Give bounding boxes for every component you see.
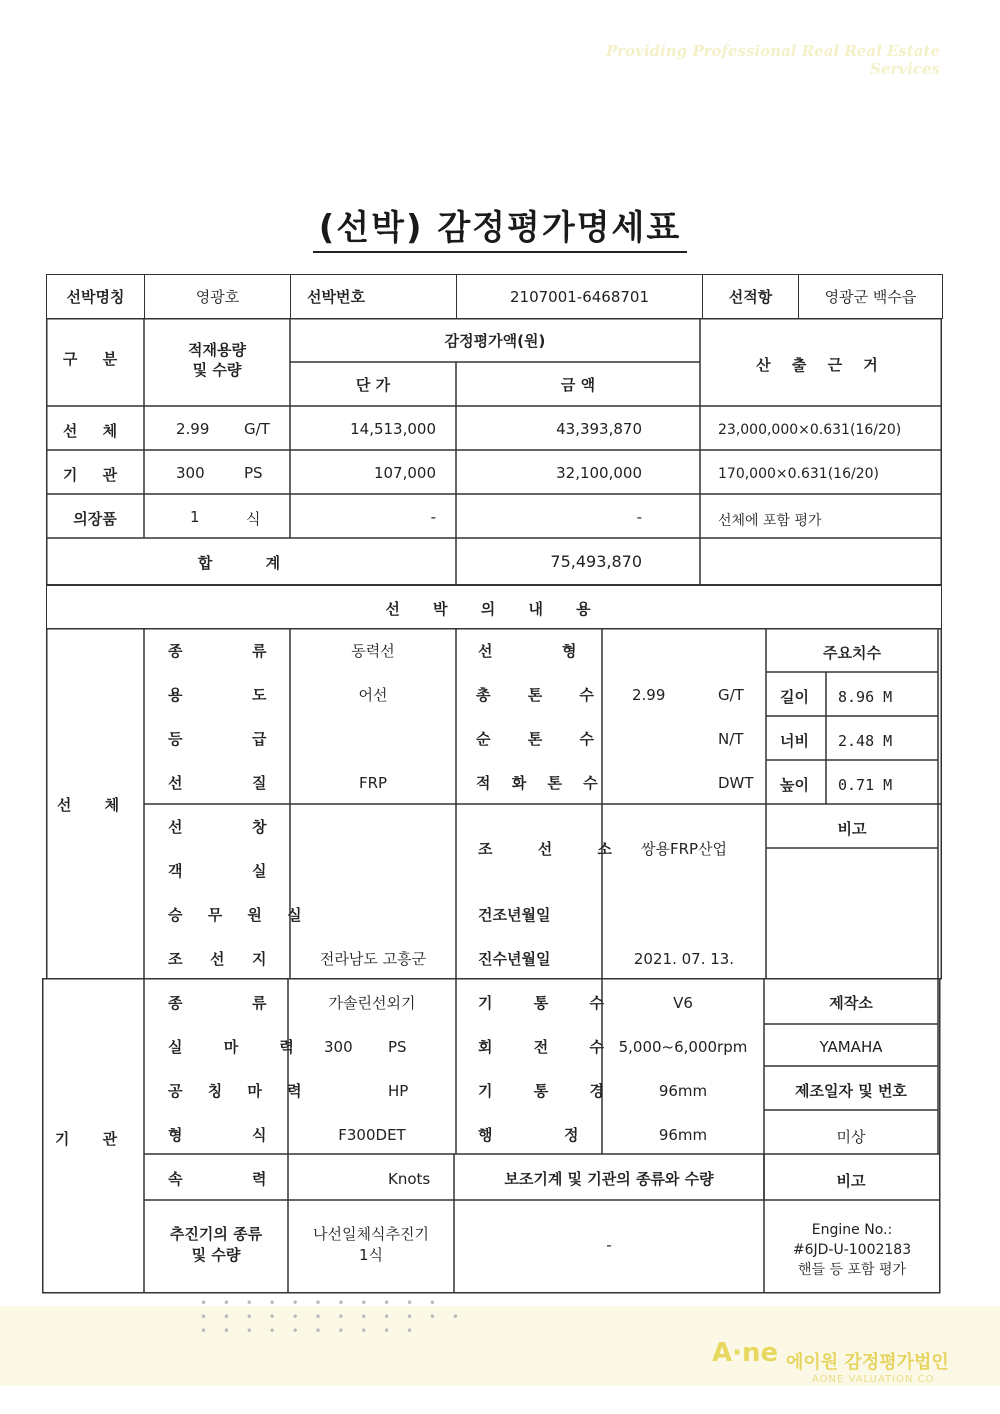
row-hull-qty: 2.99 [176, 420, 210, 438]
hull-kind: 동력선 [351, 642, 395, 660]
date: 미상 [836, 1128, 866, 1146]
yard-r: 지 [252, 950, 267, 968]
length-val: 8.96 M [838, 688, 893, 706]
model-r: 식 [252, 1126, 267, 1144]
power: 300 [324, 1038, 353, 1056]
content-title-row [46, 585, 942, 629]
date-title: 제조일자 및 번호 [795, 1082, 907, 1100]
engine-kind-l: 종 [168, 994, 183, 1012]
hull-use: 어선 [358, 686, 388, 704]
capacity-label: 적재용량 및 수량 [188, 341, 246, 379]
row-hull-amount: 43,393,870 [556, 420, 642, 438]
hull-remarks-title: 비고 [837, 820, 867, 838]
port-label: 선적항 [703, 275, 799, 319]
ship-name-label: 선박명칭 [47, 275, 145, 319]
hull-grade-r: 급 [252, 730, 267, 748]
ship-no: 2107001-6468701 [457, 275, 703, 319]
built-label: 건조년월일 [478, 906, 551, 924]
power-label: 실 마 력 [168, 1038, 312, 1056]
height-val: 0.71 M [838, 776, 893, 794]
yard-l: 조 [168, 950, 183, 968]
bore: 96mm [658, 1082, 708, 1100]
gross-unit: G/T [718, 686, 744, 704]
total-amount: 75,493,870 [550, 552, 642, 571]
builder: 쌍용FRP산업 [640, 840, 728, 858]
row-fitting-label: 의장품 [73, 510, 117, 528]
hull-shape-r: 형 [562, 642, 577, 660]
prop: 나선일체식추진기 1식 [313, 1225, 429, 1264]
rpm: 5,000~6,000rpm [618, 1038, 748, 1056]
engine-remarks-title: 비고 [836, 1172, 866, 1190]
footer-dots: • • • • • • • • • • • • • • • • • • • • • • • • • • • • • • • • • [200, 1296, 465, 1338]
gross-val: 2.99 [632, 686, 666, 704]
row-engine-qty: 300 [176, 464, 205, 482]
stroke-l: 행 [478, 1126, 493, 1144]
rpm-label: 회 전 수 [478, 1038, 622, 1056]
content-title: 선 박 의 내 용 [385, 600, 605, 618]
row-engine-amount: 32,100,000 [556, 464, 642, 482]
ship-name: 영광호 [145, 275, 291, 319]
row-hull-unit-price: 14,513,000 [350, 420, 436, 438]
engine-kind-r: 류 [252, 994, 267, 1012]
hull-shape-l: 선 [478, 642, 493, 660]
engine-section-label: 기 관 [54, 1130, 132, 1148]
row-fitting-amount: - [636, 508, 642, 526]
row-engine-label: 기 관 [62, 466, 128, 484]
maker-title: 제작소 [829, 994, 873, 1012]
maker: YAMAHA [819, 1038, 883, 1056]
appraisal-label: 감정평가액(원) [444, 332, 546, 350]
power-unit: PS [388, 1038, 407, 1056]
row-fitting-basis: 선체에 포함 평가 [718, 513, 822, 529]
width-label: 너비 [780, 732, 809, 750]
hull-kind-l: 종 [168, 642, 183, 660]
height-label: 높이 [780, 776, 809, 794]
hull-material-r: 질 [252, 774, 267, 792]
dwt-unit: DWT [718, 774, 754, 792]
dims-title: 주요치수 [823, 644, 881, 662]
yard-place: 전라남도 고흥군 [319, 950, 427, 968]
engine-remarks: Engine No.: #6JD-U-1002183 핸들 등 포함 평가 [792, 1222, 912, 1278]
row-engine-unit: PS [244, 464, 263, 482]
company-name: 에이원 감정평가법인 [786, 1352, 949, 1373]
length-label: 길이 [780, 688, 809, 706]
net-unit: N/T [718, 730, 744, 748]
engine-section [42, 978, 942, 1294]
width-val: 2.48 M [838, 732, 893, 750]
model-l: 형 [168, 1126, 183, 1144]
row-hull-basis: 23,000,000×0.631(16/20) [718, 422, 902, 438]
aux: - [606, 1236, 612, 1254]
speed-l: 속 [168, 1170, 183, 1188]
engine-kind: 가솔린선외기 [328, 994, 416, 1012]
row-fitting-unit: 식 [246, 510, 261, 528]
summary-section [46, 318, 942, 586]
dwt-label: 적 화 톤 수 [476, 774, 606, 792]
nominal-unit: HP [388, 1082, 409, 1100]
launch: 2021. 07. 13. [633, 950, 735, 968]
speed-unit: Knots [388, 1170, 431, 1188]
aux-label: 보조기계 및 기관의 종류와 수량 [504, 1170, 714, 1188]
stroke-r: 정 [564, 1126, 579, 1144]
row-engine-unit-price: 107,000 [373, 464, 436, 482]
ship-no-label: 선박번호 [291, 275, 457, 319]
row-fitting-unit-price: - [430, 508, 436, 526]
company-sub: AONE VALUATION CO [812, 1374, 935, 1385]
company-logo: A·ne [712, 1338, 779, 1368]
hull-kind-r: 류 [252, 642, 267, 660]
window-r: 창 [252, 818, 267, 836]
row-hull-label: 선 체 [62, 422, 128, 440]
hull-grid-lines [46, 628, 942, 980]
bore-label: 기 통 경 [478, 1082, 622, 1100]
hull-section [46, 628, 942, 980]
total-label: 합 계 [197, 554, 305, 572]
nominal-label: 공 칭 마 력 [168, 1082, 312, 1100]
launch-label: 진수년월일 [478, 950, 551, 968]
hull-material-l: 선 [168, 774, 183, 792]
summary-table [46, 274, 943, 319]
row-hull-unit: G/T [244, 420, 270, 438]
window-l: 선 [168, 818, 183, 836]
yard-m: 선 [210, 950, 225, 968]
category-label: 구 분 [62, 350, 128, 368]
prop-label: 추진기의 종류 및 수량 [169, 1225, 263, 1264]
net-label: 순 톤 수 [476, 730, 610, 748]
amount-label: 금 액 [560, 376, 596, 394]
cabin-r: 실 [252, 862, 267, 880]
model: F300DET [338, 1126, 406, 1144]
builder-label: 조 선 소 [478, 840, 632, 858]
hull-use-l: 용 [168, 686, 183, 704]
gross-label: 총 톤 수 [476, 686, 610, 704]
cyl-label: 기 통 수 [478, 994, 622, 1012]
hull-use-r: 도 [252, 686, 267, 704]
crew-label: 승 무 원 실 [168, 906, 312, 924]
hull-material: FRP [358, 774, 388, 792]
hull-grade-l: 등 [168, 730, 183, 748]
unit-price-label: 단 가 [355, 376, 391, 394]
port: 영광군 백수읍 [799, 275, 943, 319]
page-title: (선박) 감정평가명세표 [0, 200, 1000, 253]
speed-r: 력 [252, 1170, 267, 1188]
cabin-l: 객 [168, 862, 183, 880]
row-fitting-qty: 1 [190, 508, 200, 526]
stroke: 96mm [658, 1126, 708, 1144]
row-engine-basis: 170,000×0.631(16/20) [718, 466, 879, 482]
cyl: V6 [673, 994, 693, 1012]
watermark: Providing Professional Real Real Estate Services [605, 42, 940, 78]
hull-section-label: 선 체 [56, 796, 134, 814]
basis-label: 산 출 근 거 [756, 356, 886, 374]
